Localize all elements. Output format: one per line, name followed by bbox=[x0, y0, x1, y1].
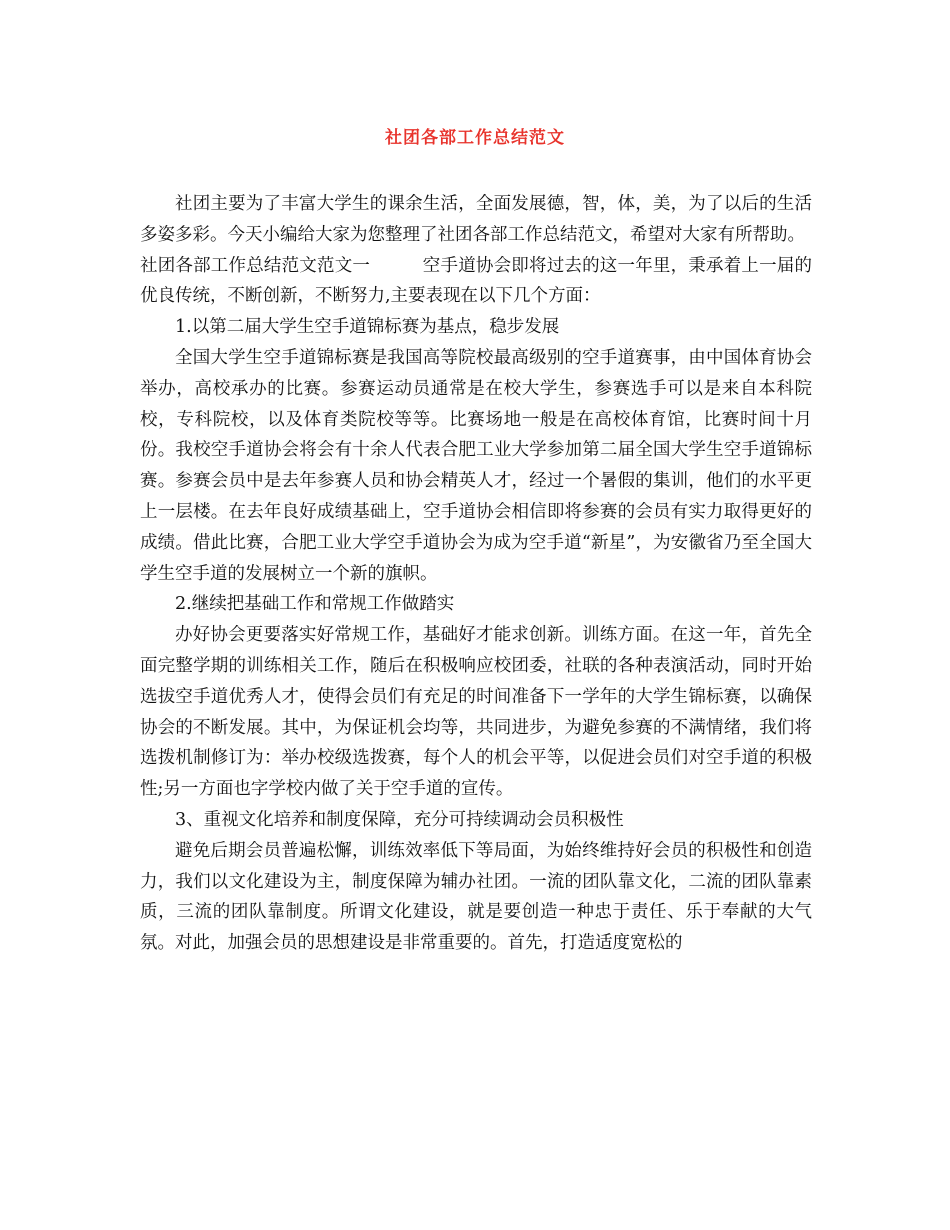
document-body bbox=[140, 189, 812, 959]
intro-paragraph: 社团主要为了丰富大学生的课余生活，全面发展德，智，体，美，为了以后的生活多姿多彩。今天小编给大家为您整理了社团各部工作总结范文，希望对大家有所帮助。 bbox=[140, 194, 812, 245]
paragraph-2: 办好协会更要落实好常规工作，基础好才能求创新。训练方面。在这一年，首先全面完整学期的训练相关工作，随后在积极响应校团委，社联的各种表演活动，同时开始选拔空手道优秀人才，使得会员们有充足的时间准备下一学年的大学生锦标赛，以确保协会的不断发展。其中，为保证机会均等，共同进步，为避免参赛的不满情绪，我们将选拨机制修订为：举办校级选拨赛，每个人的机会平等，以促进会员们对空手道的积极性;另一方面也字学校内做了关于空手道的宣传。 bbox=[140, 625, 812, 800]
document-title: 社团各部工作总结范文 bbox=[385, 128, 565, 148]
section-lead-paragraph bbox=[140, 251, 812, 313]
heading-3: 3、重视文化培养和制度保障，充分可持续调动会员积极性 bbox=[175, 809, 624, 830]
heading-1: 1.以第二届大学生空手道锦标赛为基点，稳步发展 bbox=[175, 317, 560, 338]
section-title: 社团各部工作总结范文范文一 bbox=[140, 255, 371, 276]
paragraph-1: 全国大学生空手道锦标赛是我国高等院校最高级别的空手道赛事，由中国体育协会举办，高校承办的比赛。参赛运动员通常是在校大学生，参赛选手可以是来自本科院校，专科院校，以及体育类院校等等。比赛场地一般是在高校体育馆，比赛时间十月份。我校空手道协会将会有十余人代表合肥工业大学参加第二届全国大学生空手道锦标赛。参赛会员中是去年参赛人员和协会精英人才，经过一个暑假的集训，他们的水平更上一层楼。在去年良好成绩基础上，空手道协会相信即将参赛的会员有实力取得更好的成绩。借此比赛，合肥工业大学空手道协会为成为空手道“新星”，为安徽省乃至全国大学生空手道的发展树立一个新的旗帜。 bbox=[140, 347, 812, 584]
heading-2: 2.继续把基础工作和常规工作做踏实 bbox=[175, 594, 455, 615]
paragraph-3: 避免后期会员普遍松懈，训练效率低下等局面，为始终维持好会员的积极性和创造力，我们以文化建设为主，制度保障为辅办社团。一流的团队靠文化，二流的团队靠素质，三流的团队靠制度。所谓文化建设，就是要创造一种忠于责任、乐于奉献的大气氛。对此，加强会员的思想建设是非常重要的。首先，打造适度宽松的 bbox=[140, 840, 812, 954]
section-lead: 空手道协会即将过去的这一年里，秉承着上一届的优良传统，不断创新，不断努力,主要表现在以下几个方面： bbox=[140, 255, 813, 307]
